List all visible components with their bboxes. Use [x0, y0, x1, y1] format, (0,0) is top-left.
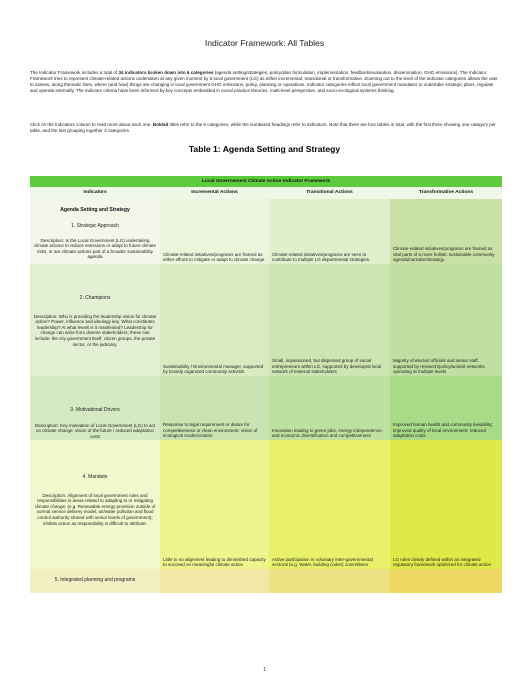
header-incremental: Incremental Actions — [160, 187, 269, 199]
cell-text: Climate-related initiatives/programs are framed as either efforts to mitigate or adapt to climate change. — [163, 251, 266, 263]
cell-text: Majority of elected officials and senior staff, supported by research/policy/activist networks operating at multiple levels — [393, 358, 485, 375]
indicator-row-1[interactable] — [30, 217, 160, 264]
section-spacer-cell — [269, 199, 390, 217]
cell-text: LG roles clearly defined within an integrated regulatory framework optimized for climate action — [393, 556, 492, 568]
header-transitional: Transitional Actions — [269, 187, 390, 199]
indicator-row-4[interactable] — [30, 440, 160, 569]
transitional-cell — [269, 376, 390, 440]
transformative-cell — [390, 217, 502, 264]
cell-text: Climate-related initiatives/programs are framed as vital parts of a more holistic sustainable community agenda/narrative/strategy. — [393, 246, 495, 263]
indicator-row-3[interactable] — [30, 376, 160, 440]
cell-text: Sustainability / Environmental manager, supported by loosely organized community activists — [163, 363, 264, 375]
header-indicators: Indicators — [30, 187, 160, 199]
cell-text: Climate-related initiatives/programs are seen to contribute to multiple LG departmental strategies. — [272, 251, 371, 263]
transitional-cell — [269, 217, 390, 264]
transformative-cell — [390, 376, 502, 440]
section-spacer-cell — [390, 199, 502, 217]
cell-text: Small, impassioned, but dispersed group of social entrepreneurs within LG, supported by developed local network of external stakeholders — [272, 358, 382, 375]
section-spacer-cell — [160, 199, 269, 217]
indicator-title[interactable]: 3. Motivational Drivers — [70, 407, 120, 413]
indicator-title[interactable]: 5. Integrated planning and programs — [54, 577, 136, 583]
transformative-cell — [390, 264, 502, 376]
page-number: 1 — [263, 667, 266, 673]
indicator-title[interactable]: 2. Champions — [79, 295, 111, 301]
indicator-description: Description: Is the Local Government (LG) undertaking climate actions to reduce emissions or adapt to future climate risks, or are climate actions part of a broader sustainability agenda — [33, 237, 157, 260]
intro-paragraph-1: The Indicator Framework includes a total of 34 indicators broken down into 6 categories (agenda setting/strategies, policy/plan formulation, implementation, feedback/evaluation, dissemination, GHG emissions). The Indicator Framework tries to represent climate-related actions undertaken at any given moment by a local government (LG) as either incremental, transitional or transformative. Zooming out to the level of the indicator categories allows the user to assess, along thematic lines, where (and how) things are changing in local government GHG emissions, policy, planning or operations. Indicator categories reflect local government mandates to undertake strategic plans, regulate and operate internally. The indicator criteria have been informed by key concepts embedded in social practice theories, multi-level perspective, and socio-ecological systems thinking. — [30, 70, 498, 93]
table-banner: Local Governement Climate Action Indicator Framework — [30, 176, 502, 187]
incremental-cell — [160, 569, 269, 593]
cell-text: Little to no alignment leading to diminished capacity to succeed on meaningful climate action — [163, 556, 266, 568]
section-title: Agenda Setting and Strategy — [30, 199, 160, 217]
intro-paragraph-2: Click on the Indicators column to read more about each one. Bolded titles refer to the 6 categories, while the numbered headings refer to indicators. Note that there are four tables in total, with the first three showing one category per table, and the last grouping together 3 categories. — [30, 122, 496, 133]
header-transformative: Transformative Actions — [390, 187, 502, 199]
cell-text: Improved human health and community liveability; improved quality of local environment; reduced adaptation costs — [393, 422, 493, 439]
indicator-description: Description: Key motivation of Local Government (LG) to act on climate change; vision of the future / reduced adaptation costs — [34, 422, 156, 439]
transitional-cell — [269, 440, 390, 569]
incremental-cell — [160, 376, 269, 440]
incremental-cell — [160, 217, 269, 264]
indicator-description: Description: Alignment of local government roles and responsibilities in areas related to adapting to or mitigating climate change; (e.g. Renewable energy provision outside of normal service delivery model; air/water pollution and flood control authority shared with senior levels of government); inhibits action as responsibility is difficult to attribute. — [34, 492, 156, 526]
indicator-row-5[interactable] — [30, 569, 160, 593]
transitional-cell — [269, 264, 390, 376]
incremental-cell — [160, 440, 269, 569]
cell-text: Response to legal requirement or desire for competitiveness or clean environment; vision of ecological modernization — [163, 422, 258, 439]
transformative-cell — [390, 440, 502, 569]
table-title: Table 1: Agenda Setting and Strategy — [188, 144, 341, 154]
page-title: Indicator Framework: All Tables — [204, 38, 325, 48]
indicator-title[interactable]: 1. Strategic Approach — [71, 223, 119, 229]
indicator-table — [30, 176, 502, 593]
indicator-row-2[interactable] — [30, 264, 160, 376]
transitional-cell — [269, 569, 390, 593]
indicator-description: Description: Who is providing the leadership vision for climate action? Power, influence and ideology key. What constitutes leadership? At what levels is it manifested? Leadership for change can arise from diverse stakeholders; these can include: the city government itself, citizen groups, the private sector, or the judiciary. — [33, 313, 157, 347]
cell-text: Innovation leading to green jobs, energy independence, and economic diversification and competitiveness — [272, 427, 383, 439]
indicator-title[interactable]: 4. Mandate — [82, 474, 108, 480]
transformative-cell — [390, 569, 502, 593]
incremental-cell — [160, 264, 269, 376]
cell-text: Active participation in voluntary inter-governmental sectoral (e.g. Water, building codes) committees — [272, 556, 373, 568]
